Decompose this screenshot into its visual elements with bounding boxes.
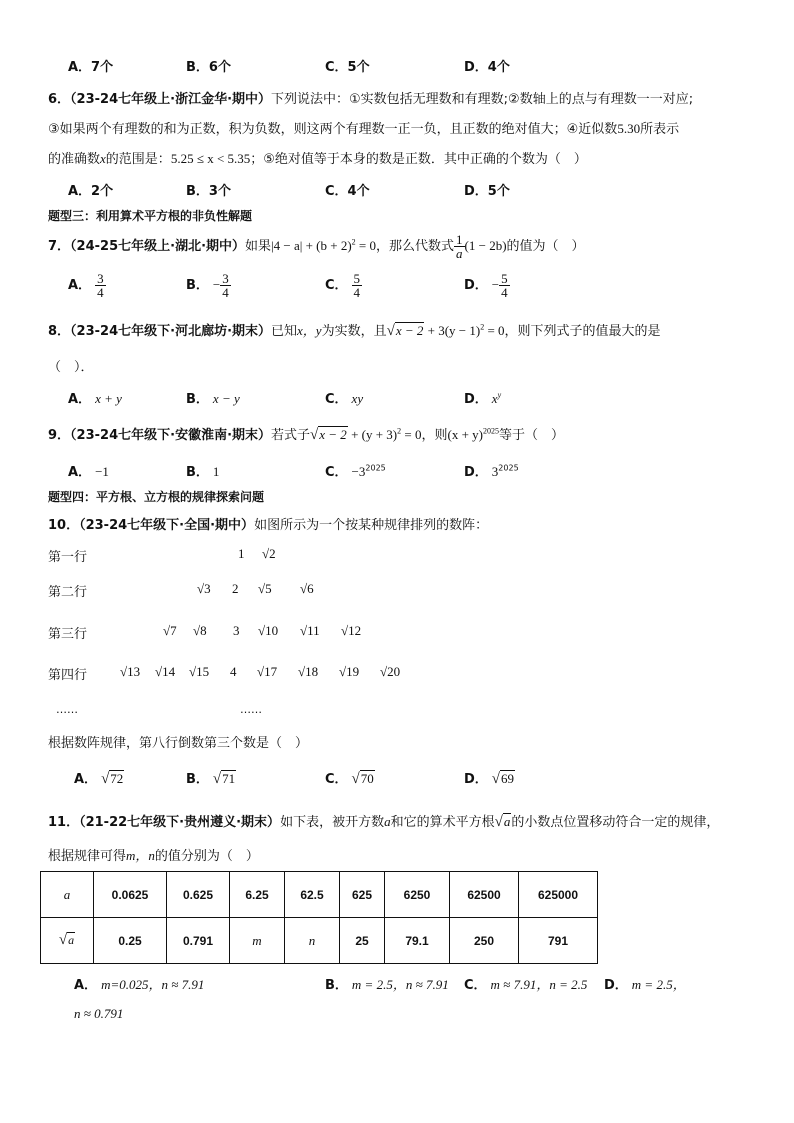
array-item: 2 <box>232 581 239 596</box>
q9-option-c: C． $-3^{2025}$ <box>325 463 386 480</box>
array-item: √3 <box>197 581 211 596</box>
q6-option-c: C．4个 <box>325 184 370 199</box>
q8-stem: 8．（23-24七年级下·河北廊坊·期末）已知x，y为实数，且$√x - 2 + 3(y - 1)^2 = 0$，则下列式子的值最大的是 <box>48 322 661 339</box>
q6-line3: 的准确数x的范围是：5.25 ≤ x < 5.35；⑤绝对值等于本身的数是正数．其中正确的个数为（ ） <box>48 151 587 167</box>
array-row-label: 第二行 <box>48 585 88 600</box>
q11-stem-line2: 根据规律可得m，n的值分别为（ ） <box>48 848 259 864</box>
q11-table <box>40 871 598 964</box>
array-item: √10 <box>258 623 279 638</box>
array-item: 4 <box>230 664 237 679</box>
table-cell: 250 <box>450 918 519 964</box>
q10-option-b: B． √71 <box>186 771 236 787</box>
array-item: √11 <box>300 623 320 638</box>
table-cell: 625000 <box>519 872 598 918</box>
array-item: √17 <box>257 664 278 679</box>
table-cell: 791 <box>519 918 598 964</box>
section-heading-4: 题型四：平方根、立方根的规律探索问题 <box>48 490 265 504</box>
q8-option-a: A． x + y <box>68 391 122 407</box>
q10-option-a: A． √72 <box>74 771 124 787</box>
array-item: √2 <box>262 546 276 561</box>
table-row <box>41 872 598 918</box>
q8-option-d: D． $x^y$ <box>464 390 502 407</box>
table-cell: n <box>285 918 340 964</box>
q8-stem-line2: （ ）． <box>48 360 94 375</box>
array-item: √5 <box>258 581 272 596</box>
section-heading-3: 题型三：利用算术平方根的非负性解题 <box>48 209 253 223</box>
q8-option-b: B． x − y <box>186 391 240 407</box>
q7-option-a: A． $\frac{3}{4}$ <box>68 271 104 300</box>
q10-question: 根据数阵规律，第八行倒数第三个数是（ ） <box>48 736 309 751</box>
q5-option-d: D．4个 <box>464 60 510 75</box>
q11-stem: 11．（21-22七年级下·贵州遵义·期末）如下表，被开方数a和它的算术平方根√a的小数点位置移动符合一定的规律， <box>48 814 720 830</box>
array-dots-mid: …… <box>240 703 262 716</box>
array-row-label: 第三行 <box>48 627 88 642</box>
q11-option-c: C． m ≈ 7.91，n = 2.5 <box>464 977 588 993</box>
table-cell: 0.625 <box>167 872 230 918</box>
table-cell: 0.791 <box>167 918 230 964</box>
q9-stem: 9．（23-24七年级下·安徽淮南·期末）若式子$√x - 2 + (y + 3)^2 = 0$，则$(x + y)^{2025}$等于（ ） <box>48 426 565 443</box>
array-row-label: 第一行 <box>48 550 88 565</box>
q7-option-d: D． − $\frac{5}{4}$ <box>464 271 508 300</box>
q9-option-a: A． −1 <box>68 464 109 480</box>
q11-option-d: D． m = 2.5， <box>604 977 686 993</box>
q10-stem: 10．（23-24七年级下·全国·期中）如图所示为一个按某种规律排列的数阵： <box>48 518 489 533</box>
table-cell: m <box>230 918 285 964</box>
q7-stem: 7．（24-25七年级上·湖北·期中）如果$|4 - a| + (b + 2)^2 = 0$，那么代数式 $\frac{1}{a}$ (1 − 2b)的值为（ ） <box>48 232 585 261</box>
q6-option-d: D．5个 <box>464 184 510 199</box>
q5-option-b: B．6个 <box>186 60 231 75</box>
array-dots-left: …… <box>56 703 78 716</box>
q6-line2: ③如果两个有理数的和为正数，积为负数，则这两个有理数一正一负，且正数的绝对值大；④近似数5.30所表示 <box>48 121 680 137</box>
array-item: √18 <box>298 664 319 679</box>
table-cell: 625 <box>340 872 385 918</box>
array-item: √14 <box>155 664 176 679</box>
q6-option-a: A．2个 <box>68 184 114 199</box>
q9-option-b: B． 1 <box>186 464 220 480</box>
array-row-label: 第四行 <box>48 668 88 683</box>
table-cell: 79.1 <box>385 918 450 964</box>
table-row <box>41 918 598 964</box>
q5-option-a: A．7个 <box>68 60 114 75</box>
table-cell: 6250 <box>385 872 450 918</box>
table-cell: 0.0625 <box>94 872 167 918</box>
q7-option-b: B． − $\frac{3}{4}$ <box>186 271 229 300</box>
array-item: √19 <box>339 664 360 679</box>
array-item: √6 <box>300 581 314 596</box>
q6-line1: 6．（23-24七年级上·浙江金华·期中）下列说法中：①实数包括无理数和有理数;②数轴上的点与有理数一一对应; <box>48 92 694 107</box>
table-cell: 6.25 <box>230 872 285 918</box>
table-cell: a <box>41 872 94 918</box>
array-item: 1 <box>238 546 245 561</box>
array-item: √7 <box>163 623 177 638</box>
array-item: 3 <box>233 623 240 638</box>
table-cell: √a <box>41 918 94 964</box>
q11-option-d-line2: n ≈ 0.791 <box>74 1006 124 1021</box>
q11-option-b: B． m = 2.5，n ≈ 7.91 <box>325 977 449 993</box>
array-item: √20 <box>380 664 401 679</box>
q9-option-d: D． $3^{2025}$ <box>464 463 519 480</box>
q8-option-c: C． xy <box>325 391 364 407</box>
q5-option-c: C．5个 <box>325 60 370 75</box>
table-cell: 25 <box>340 918 385 964</box>
array-item: √8 <box>193 623 207 638</box>
q7-option-c: C． $\frac{5}{4}$ <box>325 271 361 300</box>
table-cell: 62500 <box>450 872 519 918</box>
array-item: √12 <box>341 623 362 638</box>
array-item: √13 <box>120 664 141 679</box>
q11-option-a: A． m=0.025，n ≈ 7.91 <box>74 977 205 993</box>
table-cell: 0.25 <box>94 918 167 964</box>
q10-option-c: C． √70 <box>325 771 374 787</box>
array-item: √15 <box>189 664 210 679</box>
q10-option-d: D． √69 <box>464 771 515 787</box>
table-cell: 62.5 <box>285 872 340 918</box>
q6-option-b: B．3个 <box>186 184 231 199</box>
